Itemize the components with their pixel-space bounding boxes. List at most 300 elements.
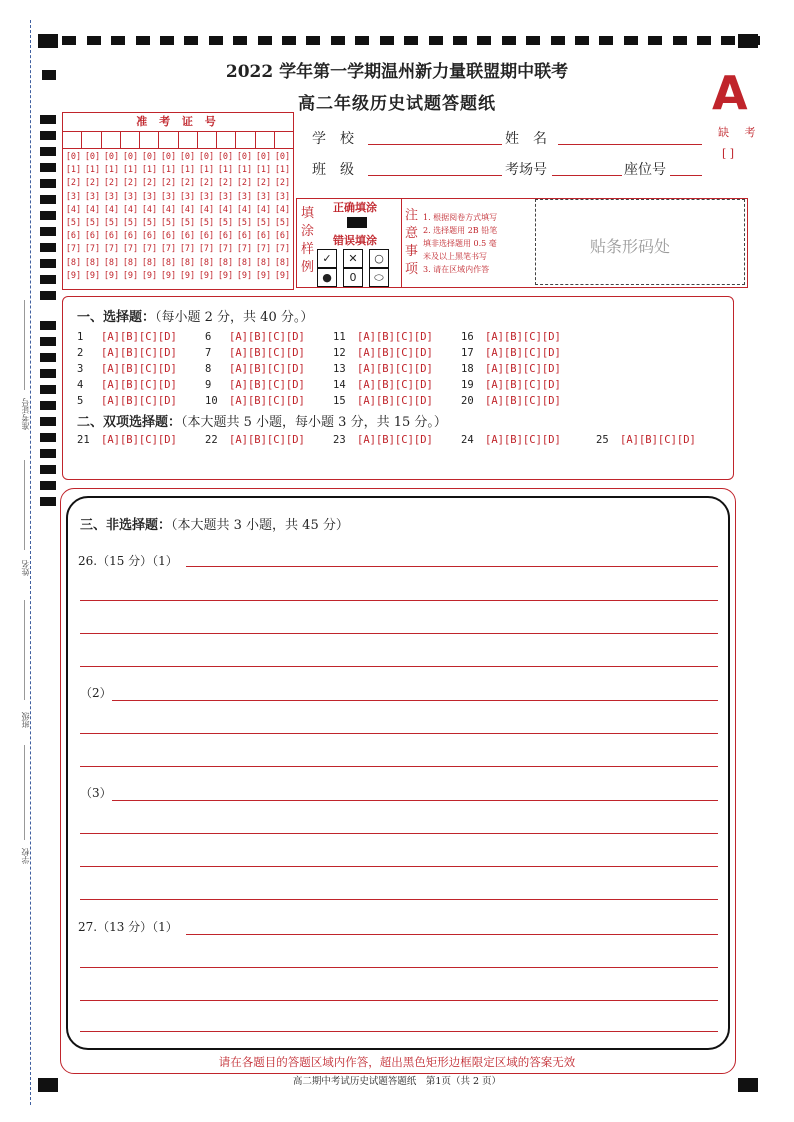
id-digit-bubble[interactable]: [8] — [84, 257, 101, 268]
mc-question — [333, 347, 433, 359]
id-digit-bubble[interactable]: [3] — [255, 191, 272, 202]
answer-options[interactable]: [A][B][C][D] — [357, 347, 433, 359]
answer-line[interactable] — [80, 766, 718, 767]
id-digit-bubble[interactable]: [0] — [236, 152, 253, 162]
id-digit-column — [83, 151, 102, 283]
id-digit-bubble[interactable]: [4] — [141, 204, 158, 215]
divider — [401, 199, 402, 287]
id-digit-bubble[interactable]: [4] — [160, 204, 177, 215]
footer-warning: 请在各题目的答题区域内作答，超出黑色矩形边框限定区域的答案无效 — [218, 1055, 576, 1069]
timing-mark — [599, 36, 613, 45]
answer-options[interactable]: [A][B][C][D] — [485, 379, 561, 391]
id-digit-bubble[interactable]: [7] — [65, 244, 82, 255]
timing-mark — [502, 36, 516, 45]
timing-mark — [429, 36, 443, 45]
timing-mark — [721, 36, 735, 45]
timing-mark — [111, 36, 125, 45]
id-digit-bubble[interactable]: [9] — [103, 270, 120, 281]
id-digit-bubble[interactable]: [4] — [217, 204, 234, 215]
id-digit-bubble[interactable]: [7] — [141, 244, 158, 255]
id-digit-bubble[interactable]: [8] — [141, 257, 158, 268]
id-digit-bubble[interactable]: [8] — [255, 257, 272, 268]
timing-mark — [40, 211, 56, 220]
id-digit-bubble[interactable]: [2] — [236, 178, 253, 189]
answer-options[interactable]: [A][B][C][D] — [229, 395, 305, 407]
correct-fill-mark — [347, 217, 367, 228]
absent-checkbox[interactable]: [ ] — [722, 147, 735, 160]
timing-mark — [136, 36, 150, 45]
seat-field[interactable] — [670, 175, 702, 176]
id-digit-bubble[interactable]: [5] — [198, 218, 215, 229]
answer-options[interactable]: [A][B][C][D] — [357, 379, 433, 391]
mc-question — [461, 347, 561, 359]
id-digit-bubble[interactable]: [4] — [179, 204, 196, 215]
id-digit-bubble[interactable]: [3] — [141, 191, 158, 202]
side-line — [24, 600, 25, 700]
question-number: 8 — [205, 363, 212, 375]
id-digit-bubble[interactable]: [7] — [255, 244, 272, 255]
answer-options[interactable]: [A][B][C][D] — [357, 434, 433, 446]
mc-question — [205, 379, 305, 391]
answer-line[interactable] — [186, 934, 718, 935]
answer-options[interactable]: [A][B][C][D] — [357, 395, 433, 407]
id-digit-bubble[interactable]: [3] — [160, 191, 177, 202]
id-digit-bubble[interactable]: [4] — [198, 204, 215, 215]
id-digit-bubble[interactable]: [1] — [255, 165, 272, 176]
name-label: 姓 名 — [505, 131, 547, 147]
answer-options[interactable]: [A][B][C][D] — [229, 434, 305, 446]
mc-question — [205, 347, 305, 359]
mc-question — [77, 379, 177, 391]
question-number: 3 — [77, 363, 84, 375]
id-digit-bubble[interactable]: [4] — [84, 204, 101, 215]
id-digit-bubble[interactable]: [3] — [84, 191, 101, 202]
id-digit-bubble[interactable]: [4] — [122, 204, 139, 215]
timing-mark — [306, 36, 320, 45]
id-digit-bubble[interactable]: [3] — [198, 191, 215, 202]
admission-number-cells[interactable] — [63, 132, 293, 149]
section3-title: 三、非选择题： — [80, 518, 172, 533]
id-digit-bubble[interactable]: [2] — [65, 178, 82, 189]
wrong-fill-label: 错误填涂 — [333, 234, 377, 247]
id-digit-bubble[interactable]: [8] — [103, 257, 120, 268]
id-digit-bubble[interactable]: [8] — [274, 257, 291, 268]
id-digit-bubble[interactable]: [2] — [122, 178, 139, 189]
id-digit-bubble[interactable]: [6] — [160, 231, 177, 242]
school-field[interactable] — [368, 144, 502, 145]
id-digit-cell[interactable] — [140, 132, 159, 148]
id-digit-bubble[interactable]: [0] — [65, 152, 82, 162]
id-digit-bubble[interactable]: [4] — [255, 204, 272, 215]
id-digit-bubble[interactable]: [6] — [65, 231, 82, 242]
id-digit-bubble[interactable]: [7] — [274, 244, 291, 255]
id-digit-bubble[interactable]: [0] — [274, 152, 291, 162]
timing-mark — [40, 337, 56, 346]
id-digit-bubble[interactable]: [9] — [65, 270, 82, 281]
id-digit-bubble[interactable]: [9] — [274, 270, 291, 281]
seat-label: 座位号 — [624, 162, 666, 178]
id-digit-bubble[interactable]: [1] — [141, 165, 158, 176]
id-digit-bubble[interactable]: [8] — [179, 257, 196, 268]
answer-options[interactable]: [A][B][C][D] — [485, 363, 561, 375]
id-digit-bubble[interactable]: [3] — [103, 191, 120, 202]
id-digit-bubble[interactable]: [2] — [217, 178, 234, 189]
section2-desc: （本大题共 5 小题，每小题 3 分，共 15 分。） — [181, 415, 447, 430]
id-digit-bubble[interactable]: [2] — [103, 178, 120, 189]
section1-desc: （每小题 2 分，共 40 分。） — [155, 310, 314, 325]
id-digit-bubble[interactable]: [2] — [274, 178, 291, 189]
id-digit-bubble[interactable]: [0] — [84, 152, 101, 162]
id-digit-bubble[interactable]: [6] — [122, 231, 139, 242]
id-digit-bubble[interactable]: [1] — [122, 165, 139, 176]
id-digit-bubble[interactable]: [7] — [179, 244, 196, 255]
answer-options[interactable]: [A][B][C][D] — [485, 331, 561, 343]
question-number: 13 — [333, 363, 346, 375]
answer-options[interactable]: [A][B][C][D] — [101, 363, 177, 375]
answer-line[interactable] — [80, 666, 718, 667]
timing-mark — [40, 147, 56, 156]
id-digit-bubble[interactable]: [5] — [274, 218, 291, 229]
id-digit-bubble[interactable]: [9] — [179, 270, 196, 281]
answer-line[interactable] — [80, 866, 718, 867]
q26-label: 26.（15 分）（1） — [78, 554, 178, 568]
id-digit-bubble[interactable]: [7] — [122, 244, 139, 255]
question-number: 11 — [333, 331, 346, 343]
question-number: 22 — [205, 434, 218, 446]
timing-mark — [624, 36, 638, 45]
id-digit-bubble[interactable]: [9] — [255, 270, 272, 281]
question-number: 1 — [77, 331, 84, 343]
id-digit-bubble[interactable]: [5] — [122, 218, 139, 229]
question-number: 7 — [205, 347, 212, 359]
barcode-area — [535, 199, 745, 285]
question-number: 20 — [461, 395, 474, 407]
section2-title: 二、双项选择题： — [77, 415, 182, 430]
id-digit-bubble[interactable]: [1] — [217, 165, 234, 176]
mc-question — [77, 347, 177, 359]
timing-mark — [209, 36, 223, 45]
double-choice-question — [461, 434, 561, 446]
id-digit-bubble[interactable]: [1] — [65, 165, 82, 176]
timing-mark — [160, 36, 174, 45]
id-digit-bubble[interactable]: [8] — [217, 257, 234, 268]
double-choice-question — [77, 434, 177, 446]
answer-options[interactable]: [A][B][C][D] — [229, 347, 305, 359]
answer-sheet-title: 高二年级历史试题答题纸 — [298, 94, 496, 114]
note-item: 3. 请在区域内作答 — [423, 265, 490, 274]
notes-side-label: 注意事项 — [405, 208, 419, 277]
section1-title: 一、选择题： — [77, 310, 156, 325]
id-digit-bubble[interactable]: [4] — [103, 204, 120, 215]
id-digit-bubble[interactable]: [5] — [141, 218, 158, 229]
id-digit-bubble[interactable]: [3] — [274, 191, 291, 202]
double-choice-question — [333, 434, 433, 446]
answer-line[interactable] — [80, 1000, 718, 1001]
id-digit-bubble[interactable]: [0] — [255, 152, 272, 162]
answer-line[interactable] — [80, 733, 718, 734]
timing-mark — [40, 275, 56, 284]
id-digit-bubble[interactable]: [5] — [179, 218, 196, 229]
id-digit-cell[interactable] — [102, 132, 121, 148]
id-digit-cell[interactable] — [159, 132, 178, 148]
answer-line[interactable] — [80, 600, 718, 601]
id-digit-bubble[interactable]: [8] — [122, 257, 139, 268]
id-digit-bubble[interactable]: [9] — [198, 270, 215, 281]
question-number: 15 — [333, 395, 346, 407]
id-digit-column — [159, 151, 178, 283]
answer-options[interactable]: [A][B][C][D] — [485, 395, 561, 407]
section1-header — [77, 306, 313, 325]
side-line — [24, 300, 25, 390]
id-digit-bubble[interactable]: [7] — [198, 244, 215, 255]
timing-mark — [453, 36, 467, 45]
answer-line[interactable] — [186, 566, 718, 567]
exam-title: 2022 学年第一学期温州新力量联盟期中联考 — [225, 62, 569, 82]
question-number: 17 — [461, 347, 474, 359]
id-digit-column — [235, 151, 254, 283]
timing-mark — [355, 36, 369, 45]
side-label-school: 学校 — [21, 848, 30, 864]
id-digit-bubble[interactable]: [6] — [255, 231, 272, 242]
timing-mark — [477, 36, 491, 45]
id-digit-bubble[interactable]: [5] — [84, 218, 101, 229]
answer-options[interactable]: [A][B][C][D] — [620, 434, 696, 446]
id-digit-bubble[interactable]: [3] — [236, 191, 253, 202]
id-digit-bubble[interactable]: [5] — [65, 218, 82, 229]
timing-mark — [40, 401, 56, 410]
id-digit-bubble[interactable]: [0] — [179, 152, 196, 162]
id-digit-cell[interactable] — [256, 132, 275, 148]
question-number: 9 — [205, 379, 212, 391]
id-digit-bubble[interactable]: [6] — [198, 231, 215, 242]
timing-mark — [40, 369, 56, 378]
id-digit-bubble[interactable]: [6] — [84, 231, 101, 242]
answer-options[interactable]: [A][B][C][D] — [229, 379, 305, 391]
id-digit-bubble[interactable]: [4] — [236, 204, 253, 215]
answer-line[interactable] — [80, 833, 718, 834]
id-digit-bubble[interactable]: [2] — [141, 178, 158, 189]
answer-options[interactable]: [A][B][C][D] — [101, 395, 177, 407]
answer-line[interactable] — [112, 700, 718, 701]
timing-mark — [40, 131, 56, 140]
answer-options[interactable]: [A][B][C][D] — [485, 347, 561, 359]
mc-question — [461, 331, 561, 343]
answer-options[interactable]: [A][B][C][D] — [357, 331, 433, 343]
mc-question — [77, 395, 177, 407]
timing-mark — [648, 36, 662, 45]
id-digit-bubble[interactable]: [1] — [179, 165, 196, 176]
id-digit-bubble[interactable]: [8] — [236, 257, 253, 268]
double-choice-question — [205, 434, 305, 446]
id-digit-bubble[interactable]: [6] — [179, 231, 196, 242]
id-digit-column — [178, 151, 197, 283]
timing-mark — [40, 163, 56, 172]
timing-mark — [233, 36, 247, 45]
id-digit-bubble[interactable]: [7] — [160, 244, 177, 255]
id-digit-bubble[interactable]: [3] — [122, 191, 139, 202]
id-digit-bubble[interactable]: [4] — [65, 204, 82, 215]
top-timing-marks — [38, 36, 760, 48]
id-digit-bubble[interactable]: [9] — [236, 270, 253, 281]
id-digit-bubble[interactable]: [6] — [217, 231, 234, 242]
id-digit-bubble[interactable]: [6] — [274, 231, 291, 242]
id-digit-cell[interactable] — [179, 132, 198, 148]
question-number: 5 — [77, 395, 84, 407]
mc-question — [333, 331, 433, 343]
timing-mark — [40, 433, 56, 442]
question-number: 25 — [596, 434, 609, 446]
correct-fill-label: 正确填涂 — [333, 201, 377, 214]
timing-mark — [40, 195, 56, 204]
id-digit-bubble[interactable]: [2] — [84, 178, 101, 189]
id-digit-bubble[interactable]: [6] — [141, 231, 158, 242]
name-field[interactable] — [558, 144, 702, 145]
timing-mark — [526, 36, 540, 45]
id-digit-bubble[interactable]: [0] — [103, 152, 120, 162]
section2-header — [77, 411, 447, 430]
id-digit-bubble[interactable]: [0] — [217, 152, 234, 162]
side-label-class: 班级 — [21, 712, 30, 728]
answer-line[interactable] — [80, 633, 718, 634]
paper-type-mark: A — [712, 66, 748, 120]
answer-line[interactable] — [112, 800, 718, 801]
timing-mark — [40, 385, 56, 394]
id-digit-bubble[interactable]: [7] — [217, 244, 234, 255]
id-digit-bubble[interactable]: [1] — [274, 165, 291, 176]
id-digit-bubble[interactable]: [9] — [122, 270, 139, 281]
id-digit-bubble[interactable]: [6] — [103, 231, 120, 242]
mc-question — [77, 331, 177, 343]
id-digit-bubble[interactable]: [2] — [255, 178, 272, 189]
id-digit-bubble[interactable]: [8] — [160, 257, 177, 268]
answer-options[interactable]: [A][B][C][D] — [101, 347, 177, 359]
id-digit-bubble[interactable]: [9] — [217, 270, 234, 281]
id-digit-bubble[interactable]: [3] — [179, 191, 196, 202]
note-item: 填非选择题用 0.5 毫 — [423, 239, 497, 248]
absent-label: 缺 考 — [718, 126, 762, 139]
id-digit-bubble[interactable]: [7] — [236, 244, 253, 255]
answer-options[interactable]: [A][B][C][D] — [357, 363, 433, 375]
q26-part3-label: （3） — [80, 786, 112, 800]
mc-question — [205, 395, 305, 407]
id-digit-bubble[interactable]: [1] — [198, 165, 215, 176]
note-item: 米及以上黑笔书写 — [423, 252, 487, 261]
id-digit-bubble[interactable]: [2] — [160, 178, 177, 189]
note-item: 2. 选择题用 2B 铅笔 — [423, 226, 498, 235]
corner-mark-top-left — [38, 34, 58, 48]
id-digit-cell[interactable] — [236, 132, 255, 148]
id-digit-bubble[interactable]: [6] — [236, 231, 253, 242]
id-digit-cell[interactable] — [198, 132, 217, 148]
answer-options[interactable]: [A][B][C][D] — [101, 379, 177, 391]
id-digit-bubble[interactable]: [9] — [160, 270, 177, 281]
id-digit-bubble[interactable]: [2] — [179, 178, 196, 189]
timing-mark — [62, 36, 76, 45]
id-digit-bubble[interactable]: [5] — [103, 218, 120, 229]
corner-mark-bottom-left — [38, 1078, 58, 1092]
id-digit-bubble[interactable]: [9] — [84, 270, 101, 281]
id-digit-bubble[interactable]: [5] — [217, 218, 234, 229]
mc-question — [333, 363, 433, 375]
id-digit-bubble[interactable]: [0] — [198, 152, 215, 162]
answer-options[interactable]: [A][B][C][D] — [485, 434, 561, 446]
id-digit-cell[interactable] — [63, 132, 82, 148]
id-digit-bubble[interactable]: [1] — [236, 165, 253, 176]
id-digit-bubble[interactable]: [7] — [84, 244, 101, 255]
id-digit-bubble[interactable]: [3] — [65, 191, 82, 202]
id-digit-bubble[interactable]: [9] — [141, 270, 158, 281]
answer-options[interactable]: [A][B][C][D] — [101, 331, 177, 343]
timing-mark — [40, 497, 56, 506]
footer-page-info: 高二期中考试历史试题答题纸 第1页（共 2 页） — [292, 1076, 502, 1087]
id-digit-bubble[interactable]: [0] — [160, 152, 177, 162]
answer-line[interactable] — [80, 1031, 718, 1032]
timing-mark — [40, 243, 56, 252]
answer-line[interactable] — [80, 899, 718, 900]
id-digit-cell[interactable] — [121, 132, 140, 148]
timing-mark — [331, 36, 345, 45]
id-digit-column — [140, 151, 159, 283]
id-digit-bubble[interactable]: [5] — [160, 218, 177, 229]
id-digit-bubble[interactable]: [1] — [103, 165, 120, 176]
room-field[interactable] — [552, 175, 622, 176]
id-digit-bubble[interactable]: [3] — [217, 191, 234, 202]
id-digit-bubble[interactable]: [2] — [198, 178, 215, 189]
id-digit-bubble[interactable]: [8] — [198, 257, 215, 268]
id-digit-bubble[interactable]: [0] — [141, 152, 158, 162]
question-number: 21 — [77, 434, 90, 446]
oval-mark-icon: 0 — [343, 268, 363, 287]
mc-question — [461, 363, 561, 375]
timing-mark — [282, 36, 296, 45]
barcode-label: 贴条形码处 — [590, 237, 671, 256]
id-digit-bubble[interactable]: [5] — [255, 218, 272, 229]
answer-options[interactable]: [A][B][C][D] — [229, 363, 305, 375]
id-digit-bubble[interactable]: [7] — [103, 244, 120, 255]
id-digit-bubble[interactable]: [4] — [274, 204, 291, 215]
id-digit-column — [216, 151, 235, 283]
question-number: 12 — [333, 347, 346, 359]
mc-question — [205, 331, 305, 343]
timing-mark — [40, 417, 56, 426]
answer-options[interactable]: [A][B][C][D] — [101, 434, 177, 446]
q26-part2-label: （2） — [80, 686, 112, 700]
id-digit-cell[interactable] — [82, 132, 101, 148]
id-digit-bubble[interactable]: [0] — [122, 152, 139, 162]
answer-options[interactable]: [A][B][C][D] — [229, 331, 305, 343]
id-digit-bubble[interactable]: [8] — [65, 257, 82, 268]
mc-question — [461, 395, 561, 407]
fill-sample-side-label: 填涂样例 — [301, 206, 315, 275]
choice-section — [62, 296, 734, 480]
fill-sample-panel — [296, 198, 748, 288]
class-field[interactable] — [368, 175, 502, 176]
timing-mark — [40, 179, 56, 188]
answer-line[interactable] — [80, 967, 718, 968]
school-label: 学 校 — [312, 131, 354, 147]
question-number: 6 — [205, 331, 212, 343]
id-digit-cell[interactable] — [217, 132, 236, 148]
timing-mark — [40, 227, 56, 236]
id-digit-bubble[interactable]: [1] — [84, 165, 101, 176]
timing-mark — [697, 36, 711, 45]
question-number: 24 — [461, 434, 474, 446]
id-digit-cell[interactable] — [275, 132, 293, 148]
id-digit-bubble[interactable]: [1] — [160, 165, 177, 176]
timing-mark — [40, 353, 56, 362]
id-digit-bubble[interactable]: [5] — [236, 218, 253, 229]
admission-number-bubbles[interactable] — [63, 149, 293, 283]
